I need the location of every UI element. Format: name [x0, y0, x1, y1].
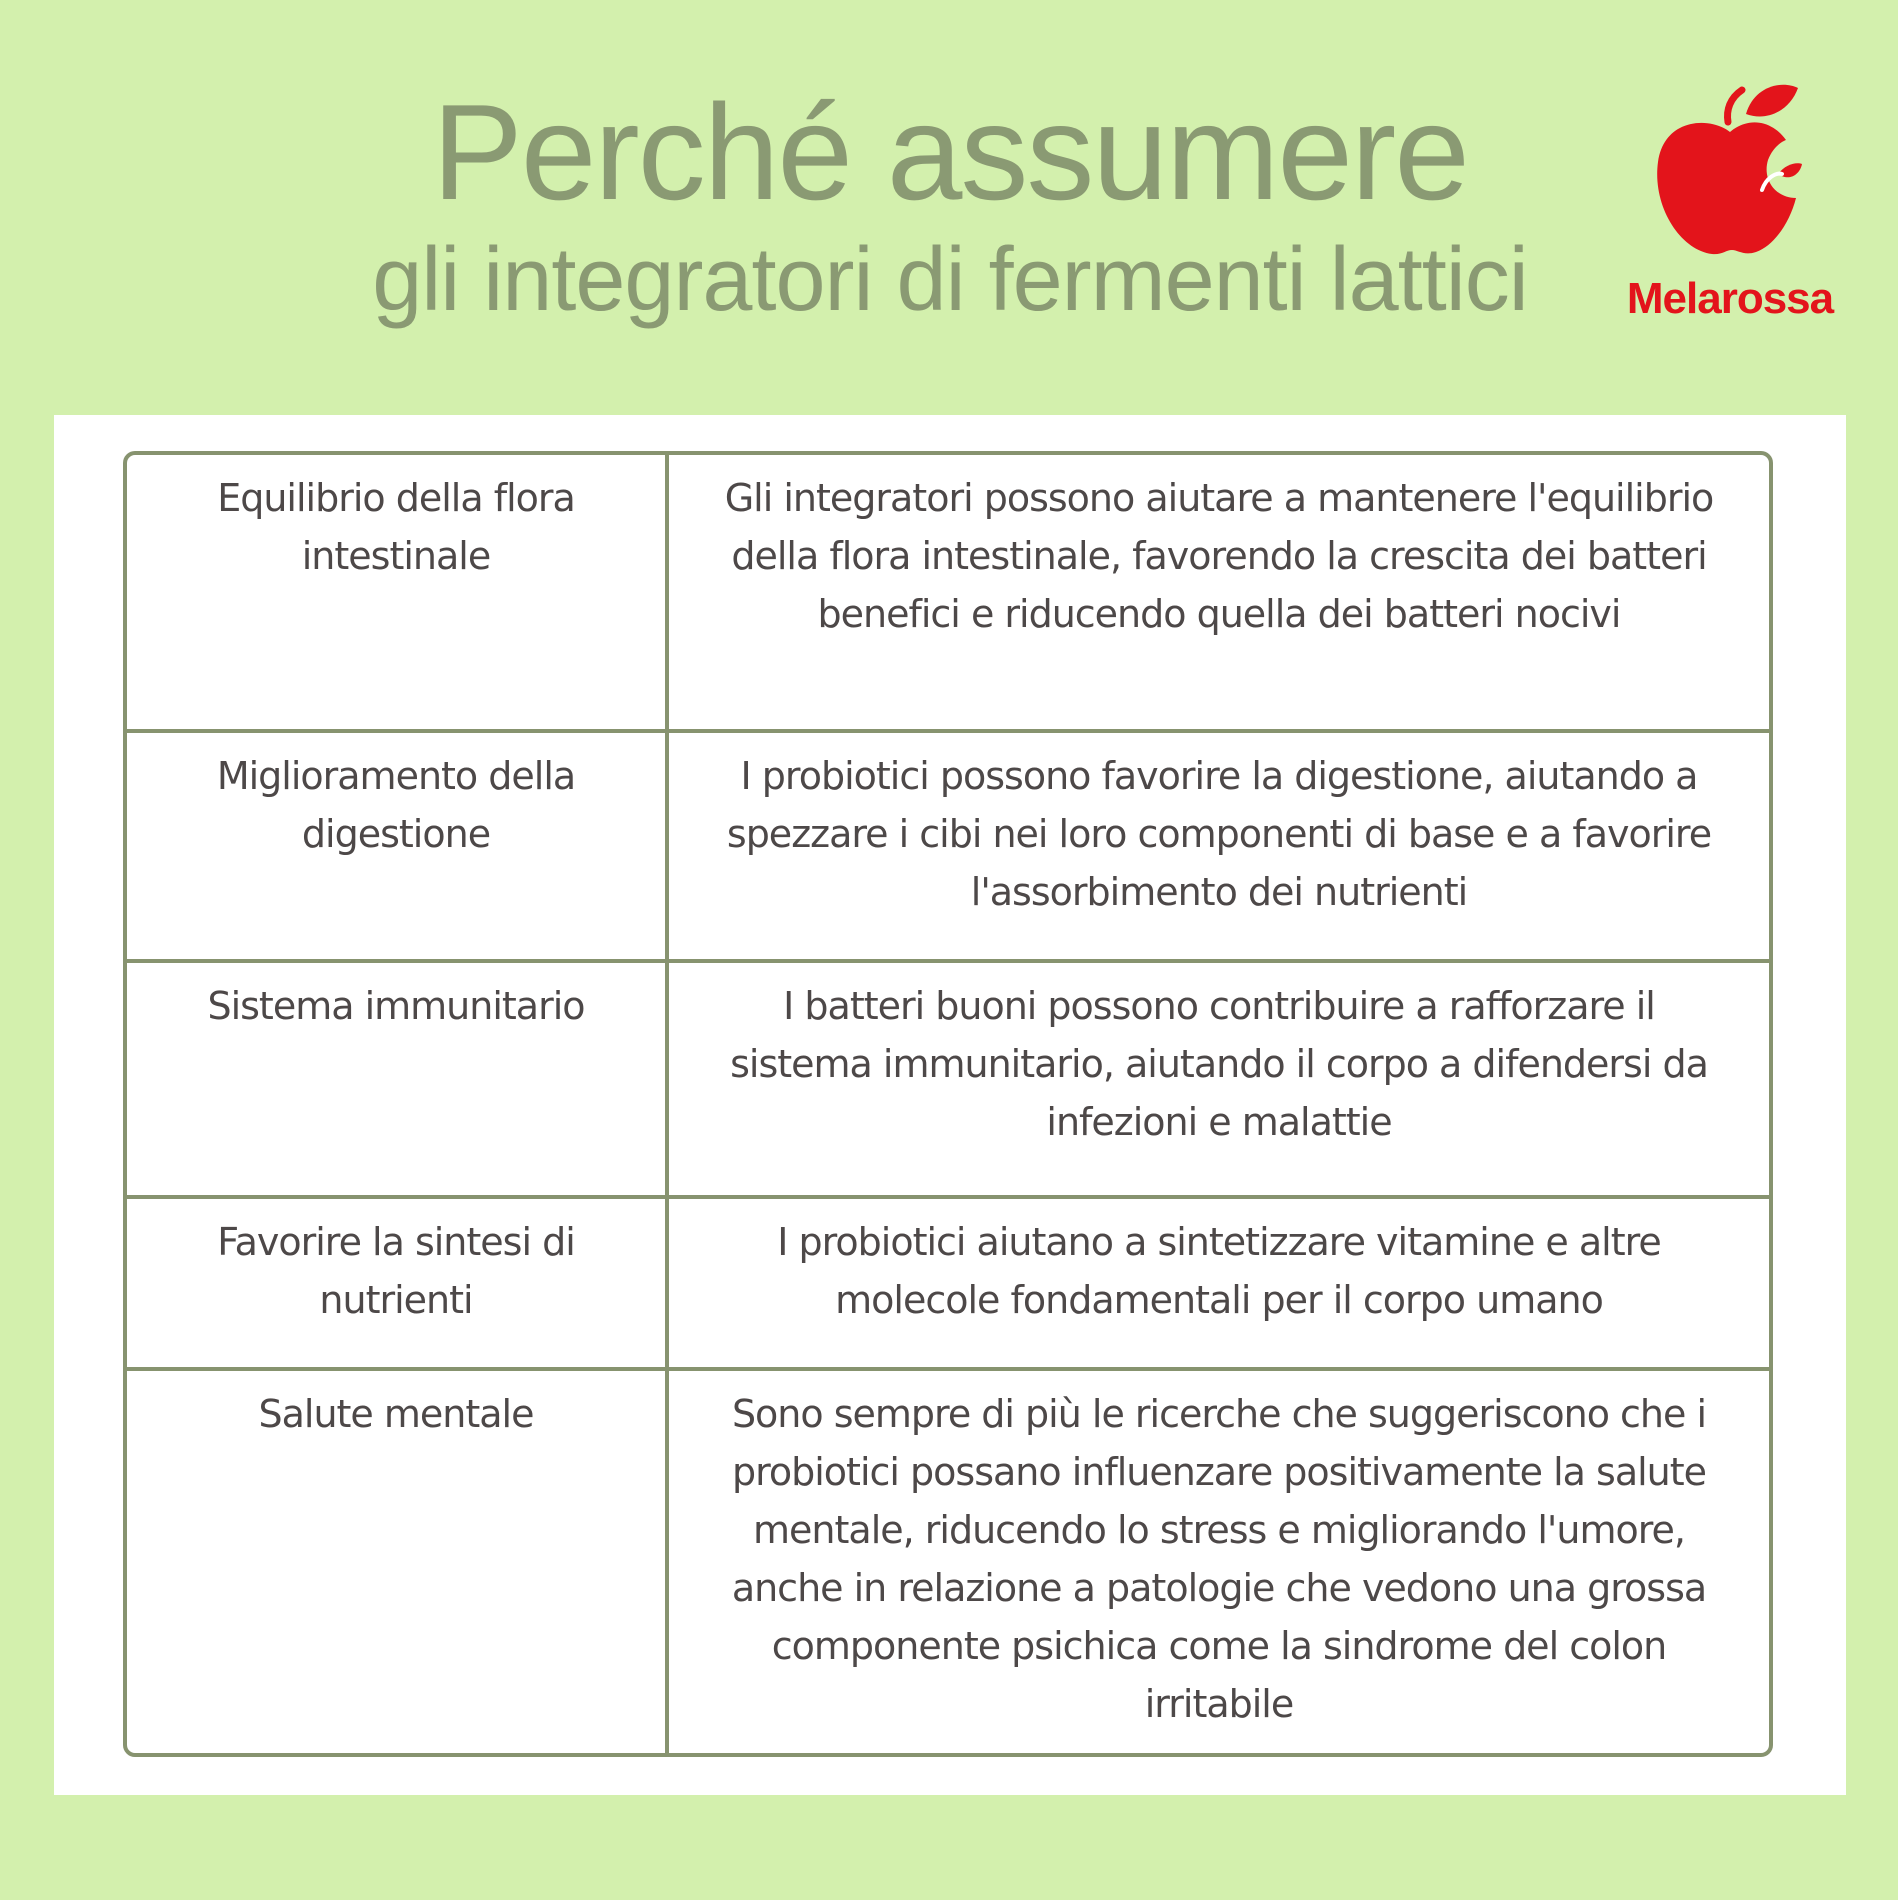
- row-label: Salute mentale: [127, 1369, 667, 1753]
- content-panel: [54, 415, 1846, 1795]
- table-row: [127, 1369, 1769, 1753]
- page-subtitle: gli integratori di fermenti lattici: [372, 230, 1528, 330]
- page-title: [330, 72, 1570, 232]
- row-description: I batteri buoni possono contribuire a rafforzare il sistema immunitario, aiutando il corpo a difendersi da infezioni e malattie: [667, 961, 1769, 1197]
- row-label: Equilibrio della flora intestinale: [127, 455, 667, 731]
- benefits-table: [123, 451, 1773, 1757]
- row-label: Favorire la sintesi di nutrienti: [127, 1197, 667, 1369]
- row-label: Sistema immunitario: [127, 961, 667, 1197]
- page-subtitle-wrap: [330, 225, 1570, 335]
- row-label: Miglioramento della digestione: [127, 731, 667, 961]
- title-main: Perché assumere: [432, 76, 1468, 228]
- row-description: Sono sempre di più le ricerche che suggeriscono che i probiotici possano influenzare positivamente la salute mentale, riducendo lo stress e migliorando l'umore, anche in relazione a patologie che vedono una grossa componente psichica come la sindrome del colon irritabile: [667, 1369, 1769, 1753]
- brand-name: Melarossa: [1626, 274, 1834, 323]
- apple-icon: [1650, 82, 1810, 262]
- table-row: [127, 961, 1769, 1197]
- brand-logo: [1620, 82, 1840, 332]
- table-row: [127, 1197, 1769, 1369]
- row-description: Gli integratori possono aiutare a mantenere l'equilibrio della flora intestinale, favorendo la crescita dei batteri benefici e riducendo quella dei batteri nocivi: [667, 455, 1769, 731]
- table-row: [127, 455, 1769, 731]
- row-description: I probiotici possono favorire la digestione, aiutando a spezzare i cibi nei loro componenti di base e a favorire l'assorbimento dei nutrienti: [667, 731, 1769, 961]
- table-row: [127, 731, 1769, 961]
- row-description: I probiotici aiutano a sintetizzare vitamine e altre molecole fondamentali per il corpo umano: [667, 1197, 1769, 1369]
